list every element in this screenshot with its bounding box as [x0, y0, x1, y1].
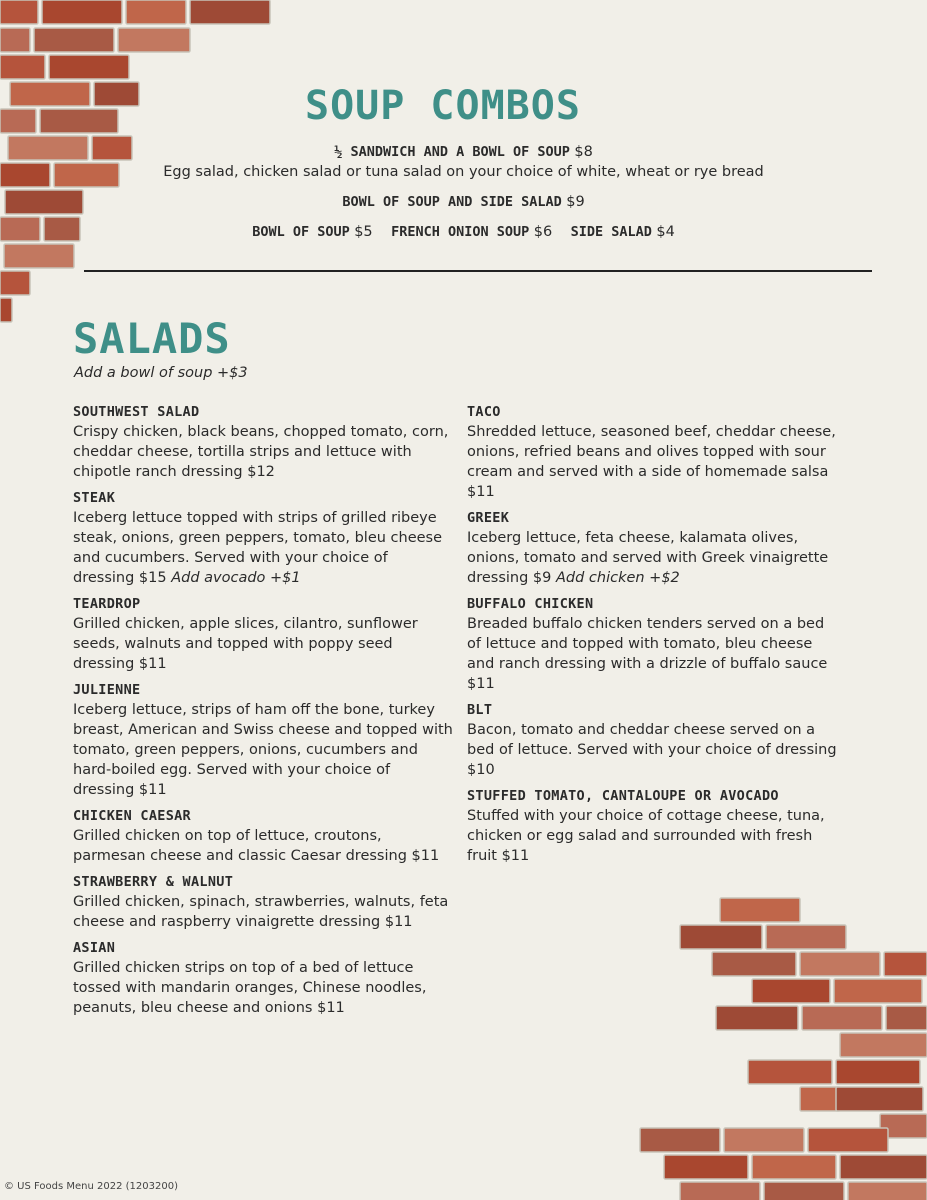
salad-description-text: Shredded lettuce, seasoned beef, cheddar cheese, onions, refried beans and olives topped with sour cream and served with a side of homemade salsa $11: [467, 424, 836, 500]
salad-item: [467, 402, 842, 502]
salad-name: ASIAN: [73, 940, 116, 956]
salad-add-on: Add chicken +$2: [555, 570, 680, 586]
brick: [0, 28, 30, 52]
salad-description-text: Stuffed with your choice of cottage cheese, tuna, chicken or egg salad and surrounded with fresh fruit $11: [467, 808, 825, 864]
brick: [40, 109, 118, 133]
salad-item: [73, 938, 453, 1018]
brick: [0, 0, 38, 24]
salad-item: [467, 508, 842, 588]
brick: [800, 1087, 840, 1111]
brick: [836, 1087, 923, 1111]
brick: [752, 979, 830, 1003]
brick: [764, 1182, 844, 1200]
brick: [724, 1128, 804, 1152]
brick: [118, 28, 190, 52]
soup-combos-title: SOUP COMBOS: [305, 83, 581, 129]
salad-name: STUFFED TOMATO, CANTALOUPE OR AVOCADO: [467, 788, 779, 804]
salad-description: [73, 508, 453, 588]
french-onion-label: FRENCH ONION SOUP: [391, 224, 530, 240]
bowl-of-soup-label: BOWL OF SOUP: [252, 224, 350, 240]
salad-item: [467, 786, 842, 866]
half-sandwich-price: $8: [574, 144, 593, 160]
brick: [49, 55, 129, 79]
copyright-footer: © US Foods Menu 2022 (1203200): [4, 1181, 178, 1192]
salad-description-text: Grilled chicken on top of lettuce, croutons, parmesan cheese and classic Caesar dressing $11: [73, 828, 440, 864]
brick: [680, 925, 762, 949]
brick: [748, 1060, 832, 1084]
salad-description: [73, 892, 453, 932]
salad-description: [467, 806, 842, 866]
salad-description-text: Grilled chicken, apple slices, cilantro, sunflower seeds, walnuts and topped with poppy seed dressing $11: [73, 616, 418, 672]
brick: [884, 952, 927, 976]
half-sandwich-label: ½ SANDWICH AND A BOWL OF SOUP: [334, 144, 570, 160]
french-onion-price: $6: [533, 224, 553, 240]
brick: [886, 1006, 927, 1030]
salad-item: [73, 488, 453, 588]
salad-add-on: Add avocado +$1: [171, 570, 301, 586]
salad-description-text: Grilled chicken strips on top of a bed of lettuce tossed with mandarin oranges, Chinese noodles, peanuts, bleu cheese and onions $11: [73, 960, 427, 1016]
salad-name: STEAK: [73, 490, 116, 506]
salad-item: [73, 872, 453, 932]
salad-description-text: Grilled chicken, spinach, strawberries, walnuts, feta cheese and raspberry vinaigrette dressing $11: [73, 894, 449, 930]
salad-name: STRAWBERRY & WALNUT: [73, 874, 234, 890]
brick: [716, 1006, 798, 1030]
bowl-of-soup-price: $5: [354, 224, 373, 240]
salads-title: SALADS: [73, 314, 231, 363]
salads-right-column: [467, 402, 842, 872]
half-sandwich-description: Egg salad, chicken salad or tuna salad on your choice of white, wheat or rye bread: [163, 164, 764, 180]
salads-subtitle: Add a bowl of soup +$3: [74, 365, 248, 381]
brick: [800, 952, 880, 976]
salad-description-text: Iceberg lettuce, strips of ham off the bone, turkey breast, American and Swiss cheese and topped with tomato, green peppers, onions, cucumbers and hard-boiled egg. Served with your choice of dressing $11: [73, 702, 453, 798]
brick: [0, 109, 36, 133]
salad-description: [73, 422, 453, 482]
salad-description: [73, 958, 453, 1018]
brick: [712, 952, 796, 976]
salad-description: [467, 422, 842, 502]
brick-wall-bottom-right: [640, 898, 927, 1200]
brick: [808, 1128, 888, 1152]
brick: [752, 1155, 836, 1179]
brick: [42, 0, 122, 24]
salad-description: [467, 720, 842, 780]
brick: [680, 1182, 760, 1200]
side-salad-label: SIDE SALAD: [570, 224, 652, 240]
brick: [840, 1155, 927, 1179]
salad-description: [73, 614, 453, 674]
salad-name: TEARDROP: [73, 596, 141, 612]
salad-description: [73, 826, 453, 866]
salad-item: [73, 594, 453, 674]
salad-description: [467, 528, 842, 588]
salad-item: [73, 402, 453, 482]
salad-item: [73, 806, 453, 866]
brick: [720, 898, 800, 922]
brick: [802, 1006, 882, 1030]
half-sandwich-combo: [0, 142, 927, 162]
salad-description-text: Iceberg lettuce topped with strips of grilled ribeye steak, onions, green peppers, tomato, bleu cheese and cucumbers. Served with your choice of dressing $15: [73, 510, 443, 586]
brick: [94, 82, 139, 106]
brick: [834, 979, 922, 1003]
brick: [0, 271, 30, 295]
salad-description-text: Crispy chicken, black beans, chopped tomato, corn, cheddar cheese, tortilla strips and lettuce with chipotle ranch dressing $12: [73, 424, 449, 480]
brick: [766, 925, 846, 949]
salad-item: [73, 680, 453, 800]
salad-description-text: Iceberg lettuce, feta cheese, kalamata olives, onions, tomato and served with Greek vinaigrette dressing $9: [467, 530, 829, 586]
brick: [4, 244, 74, 268]
side-salad-price: $4: [656, 224, 675, 240]
brick: [34, 28, 114, 52]
salad-description: [73, 700, 453, 800]
soup-salad-price: $9: [566, 194, 585, 210]
salad-item: [467, 594, 842, 694]
salad-description-text: Bacon, tomato and cheddar cheese served on a bed of lettuce. Served with your choice of dressing $10: [467, 722, 837, 778]
salad-name: TACO: [467, 404, 501, 420]
salads-left-column: [73, 402, 453, 1024]
brick: [0, 298, 12, 322]
salad-name: BUFFALO CHICKEN: [467, 596, 594, 612]
brick: [840, 1033, 927, 1057]
brick: [848, 1182, 927, 1200]
salad-item: [467, 700, 842, 780]
section-divider: [84, 270, 872, 272]
brick: [10, 82, 90, 106]
brick: [126, 0, 186, 24]
brick: [640, 1128, 720, 1152]
salad-name: CHICKEN CAESAR: [73, 808, 191, 824]
salad-name: BLT: [467, 702, 493, 718]
brick: [0, 55, 45, 79]
brick: [664, 1155, 748, 1179]
salad-description: [467, 614, 842, 694]
salad-name: JULIENNE: [73, 682, 141, 698]
salad-description-text: Breaded buffalo chicken tenders served on a bed of lettuce and topped with tomato, bleu cheese and ranch dressing with a drizzle of buffalo sauce $11: [467, 616, 828, 692]
brick: [836, 1060, 920, 1084]
soup-options-line: [0, 222, 927, 242]
salad-name: SOUTHWEST SALAD: [73, 404, 200, 420]
brick: [190, 0, 270, 24]
soup-salad-combo: [0, 192, 927, 212]
salad-name: GREEK: [467, 510, 510, 526]
soup-salad-label: BOWL OF SOUP AND SIDE SALAD: [342, 194, 562, 210]
